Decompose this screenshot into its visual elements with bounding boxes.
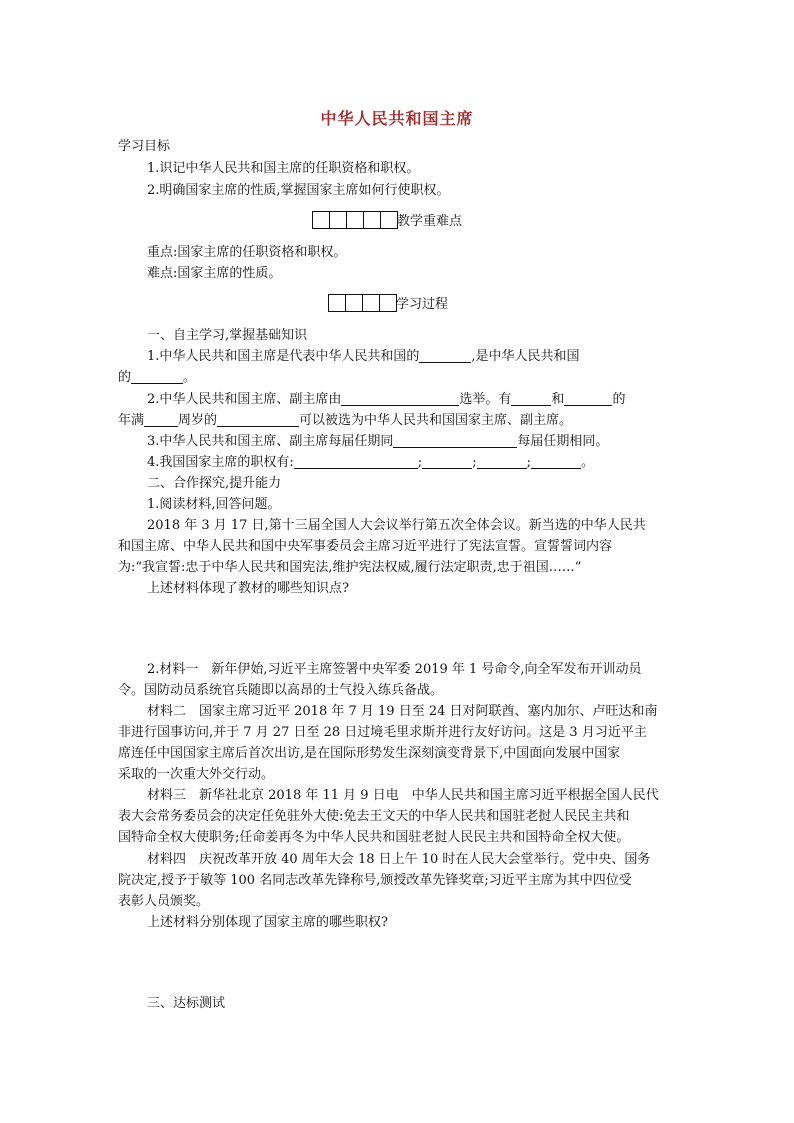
material-3-line-1: 材料三 新华社北京 2018 年 11 月 9 日电 中华人民共和国主席习近平根据全国人民代 [147,788,659,803]
page-title: 中华人民共和国主席 [320,109,474,128]
objective-item-1: 1.识记中华人民共和国主席的任职资格和职权。 [147,161,420,176]
answer-blank [477,454,527,469]
answer-blank [217,412,299,427]
material-2-line-3: 席连任中国国家主席后首次出访,是在国际形势发生深刻演变背景下,中国面向发展中国家 [118,746,621,761]
process-heading: 学习过程 [396,297,449,312]
answer-blank [144,412,178,427]
problem-1-question: 上述材料体现了教材的哪些知识点? [147,581,349,596]
objectives-heading: 学习目标 [118,139,171,154]
question-4: 4.我国国家主席的职权有: ; ; ; 。 [147,455,594,470]
keypoint-nandian: 难点:国家主席的性质。 [147,266,282,281]
answer-blank [294,454,418,469]
answer-blank [531,454,581,469]
answer-blank [511,391,551,406]
problem-1-text-line-1: 2018 年 3 月 17 日,第十三届全国人大会议举行第五次全体会议。新当选的中华人民共 [147,518,646,533]
decorative-boxes [312,211,397,236]
section-3-heading: 三、达标测试 [147,996,226,1011]
keypoint-zhongdian: 重点:国家主席的任职资格和职权。 [147,245,347,260]
material-4-line-1: 材料四 庆祝改革开放 40 周年大会 18 日上午 10 时在人民大会堂举行。党中央、国务 [147,852,651,867]
process-heading-row [328,294,448,319]
answer-blank [422,454,472,469]
question-2-line-2: 年满 周岁的 可以被选为中华人民共和国国家主席、副主席。 [118,413,573,428]
section-1-heading: 一、自主学习,掌握基础知识 [147,328,308,343]
keypoints-heading-row [312,211,462,236]
material-3-line-3: 国特命全权大使职务;任命姜再冬为中华人民共和国驻老挝人民民主共和国特命全权大使。 [118,830,630,845]
answer-blank [393,433,517,448]
answer-blank [131,369,183,384]
material-4-line-3: 表彰人员颁奖。 [118,894,210,909]
problem-1-text-line-2: 和国主席、中华人民共和国中央军事委员会主席习近平进行了宪法宣誓。宣誓誓词内容 [118,539,613,554]
material-4-line-2: 院决定,授予于敏等 100 名同志改革先锋称号,颁授改革先锋奖章;习近平主席为其中四位受 [118,873,632,888]
material-2-line-2: 非进行国事访问,并于 7 月 27 日至 28 日过境毛里求斯并进行友好访问。这是 3 月习近平主 [118,725,647,740]
problem-1-text-line-3: 为:“我宣誓:忠于中华人民共和国宪法,维护宪法权威,履行法定职责,忠于祖国……” [118,560,582,575]
material-3-line-2: 表大会常务委员会的决定任免驻外大使:免去王文天的中华人民共和国驻老挝人民民主共和 [118,809,630,824]
decorative-boxes [328,294,396,319]
question-3: 3.中华人民共和国主席、副主席每届任期同 每届任期相同。 [147,434,609,449]
question-2-line-1: 2.中华人民共和国主席、副主席由 选举。有 和 的 [147,392,626,407]
material-2-line-1: 材料二 国家主席习近平 2018 年 7 月 19 日至 24 日对阿联酋、塞内加尔、卢旺达和南 [147,704,658,719]
problem-2-question: 上述材料分别体现了国家主席的哪些职权? [147,915,388,930]
material-1-line-1: 2.材料一 新年伊始,习近平主席签署中央军委 2019 年 1 号命令,向全军发布开训动员 [147,662,642,677]
question-1-line-1: 1.中华人民共和国主席是代表中华人民共和国的 ,是中华人民共和国 [147,349,580,364]
answer-blank [419,348,471,363]
material-2-line-4: 采取的一次重大外交行动。 [118,767,275,782]
section-2-heading: 二、合作探究,提升能力 [147,476,282,491]
problem-1-heading: 1.阅读材料,回答问题。 [147,497,281,512]
objective-item-2: 2.明确国家主席的性质,掌握国家主席如何行使职权。 [147,183,450,198]
answer-blank [564,391,612,406]
question-1-line-2: 的 。 [118,370,197,385]
keypoints-heading: 教学重难点 [397,214,463,229]
answer-blank [341,391,459,406]
material-1-line-2: 令。国防动员系统官兵随即以高昂的士气投入练兵备战。 [118,683,444,698]
